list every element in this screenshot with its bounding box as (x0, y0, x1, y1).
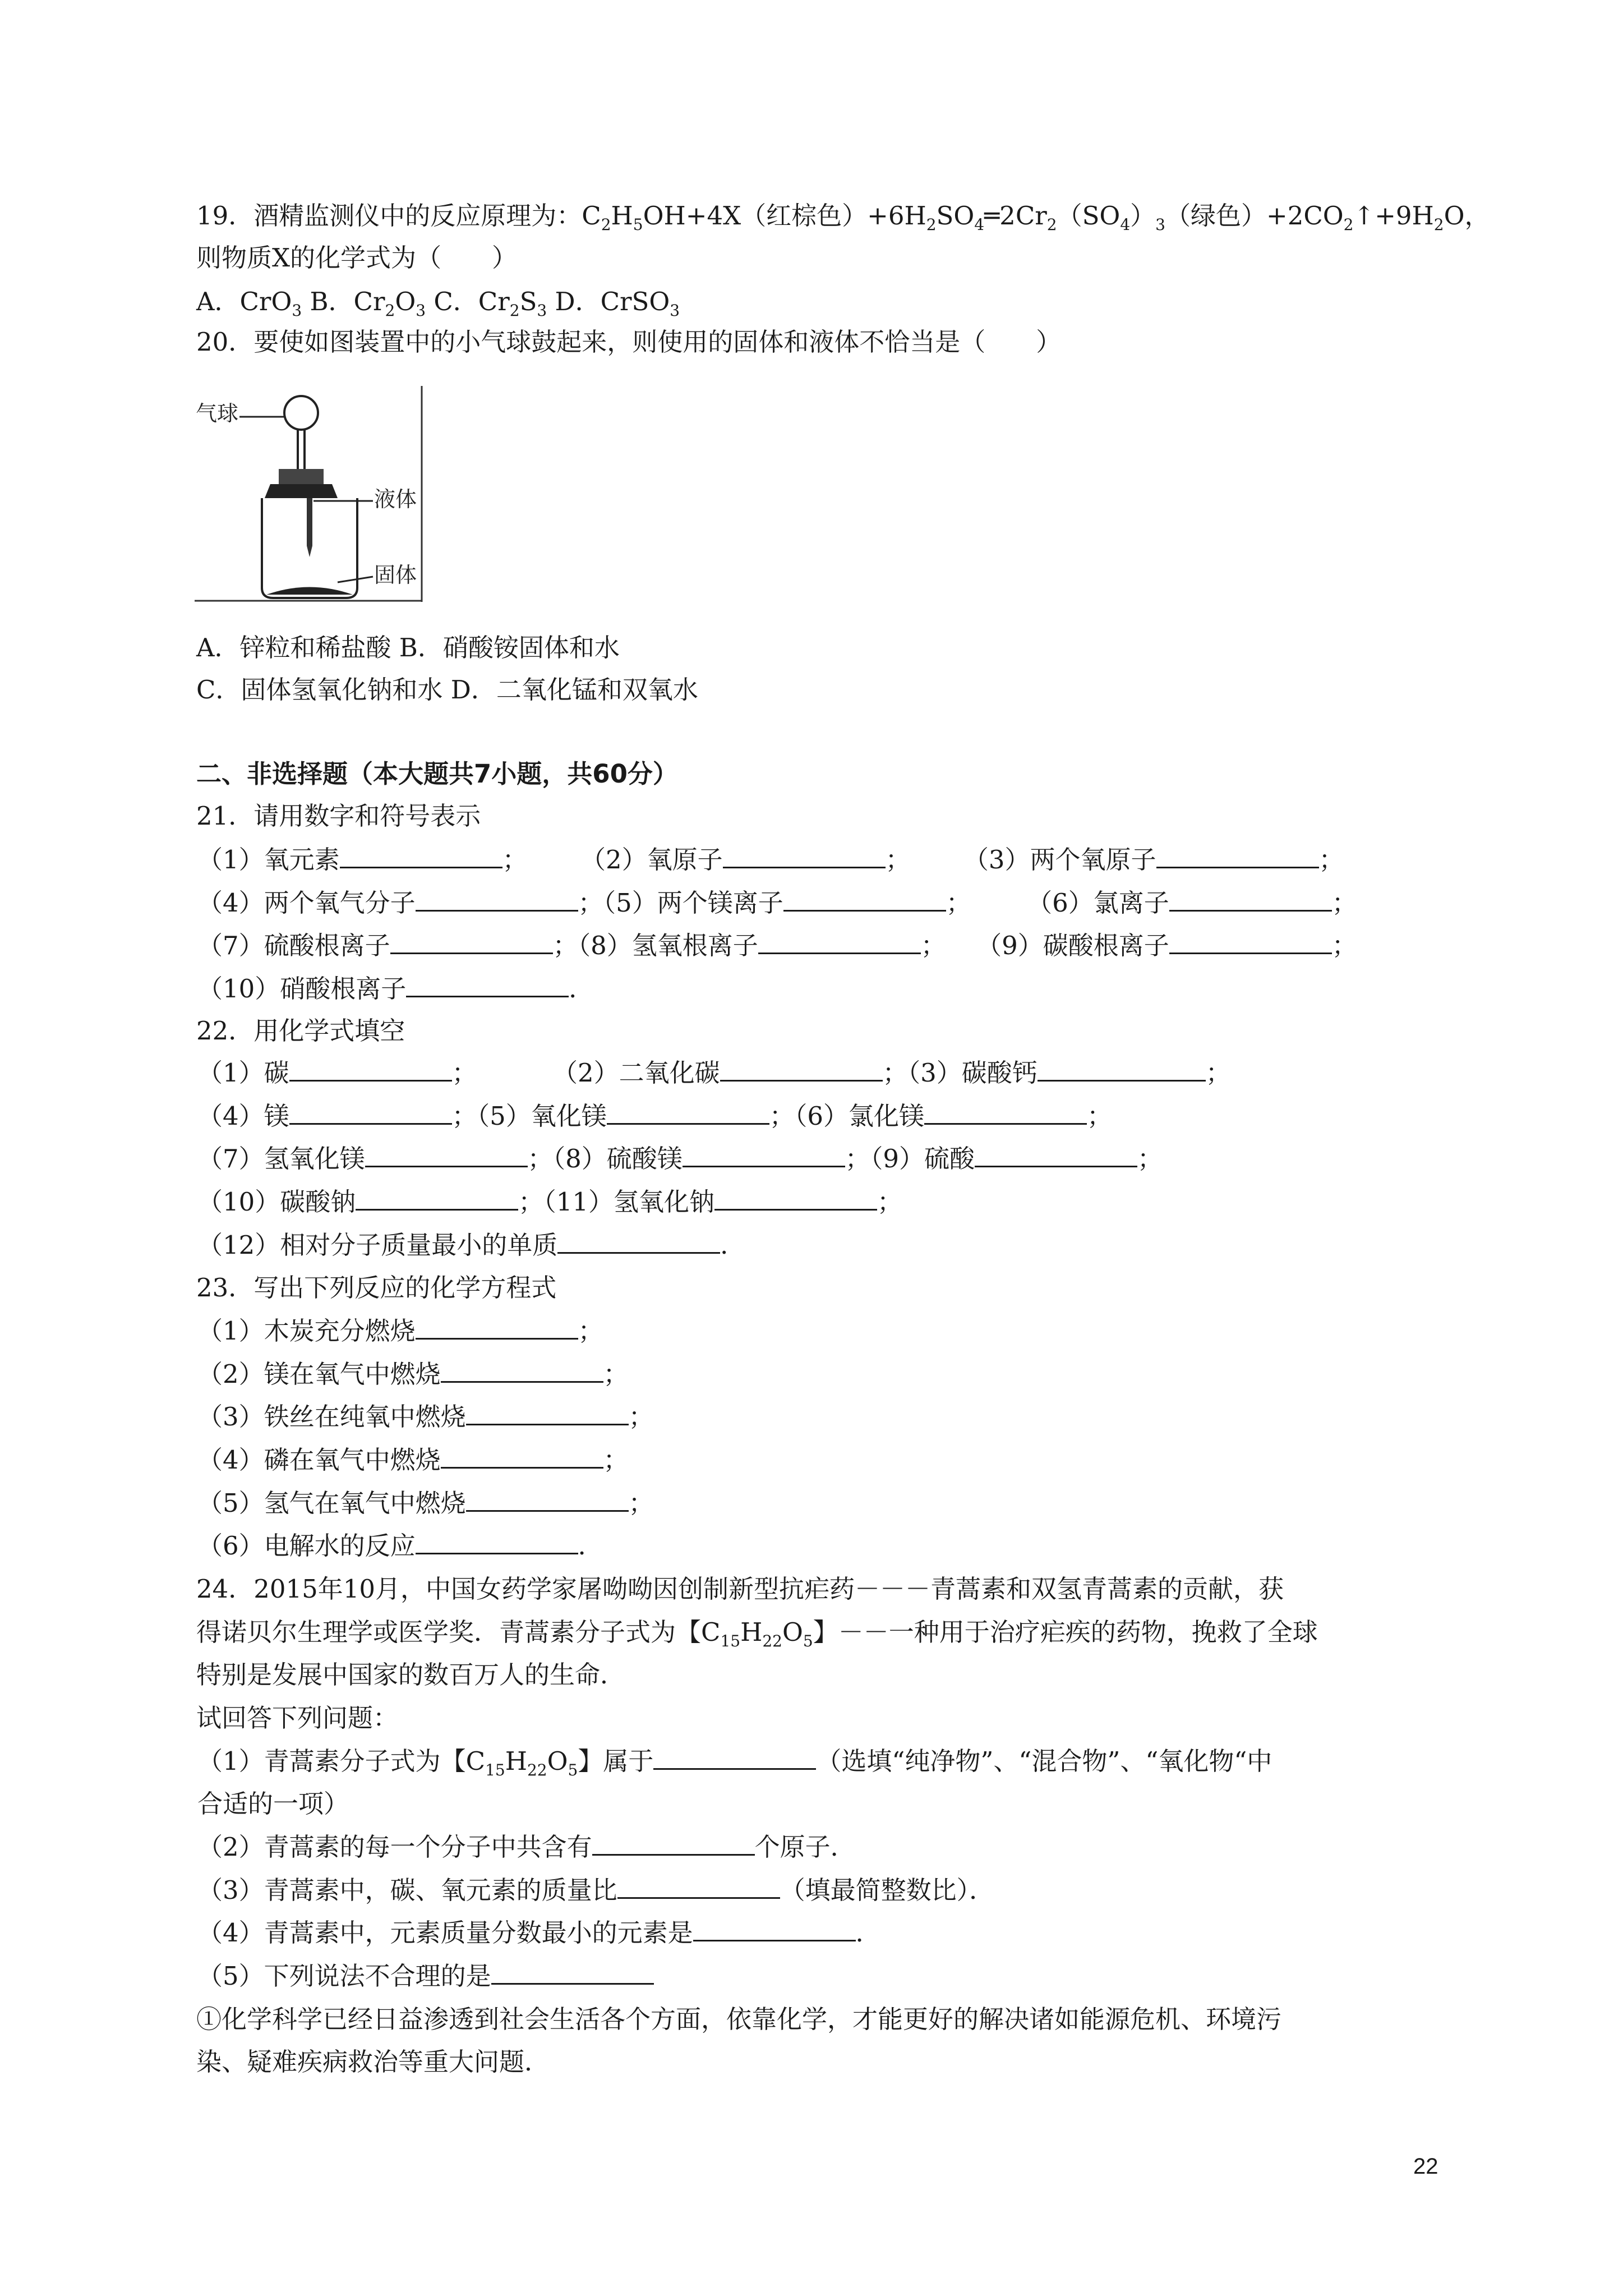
q23-item: （2）镁在氧气中燃烧 ； (197, 1359, 629, 1389)
q21-row3: （7）硫酸根离子 ；（8）氢氧根离子 ； （9）碳酸根离子 ； (197, 931, 1357, 960)
answer-blank[interactable] (783, 887, 946, 912)
q23-item: （5）氢气在氧气中燃烧 ； (197, 1488, 654, 1518)
q19-line1: 19．酒精监测仪中的反应原理为：$C_2H_5OH+4X$（红棕色）$+6H_2SO_4═2Cr_2(SO_4)_3$（绿色）$+2CO_2↑+9H_2O$， (196, 201, 1490, 234)
answer-blank[interactable] (758, 930, 921, 954)
answer-blank[interactable] (1156, 844, 1319, 868)
answer-blank[interactable] (1169, 887, 1332, 912)
q23-stem: 23．写出下列反应的化学方程式 (196, 1273, 557, 1303)
q24-line3: 特别是发展中国家的数百万人的生命． (196, 1660, 626, 1690)
q21-row1: （1）氧元素 ； （2）氧原子 ； （3）两个氧原子 ； (197, 845, 1344, 875)
q23-item: （1）木炭充分燃烧 ； (197, 1316, 603, 1346)
answer-blank[interactable] (924, 1101, 1087, 1125)
label-liquid: 液体 (374, 487, 417, 512)
q24-line2: 得诺贝尔生理学或医学奖．青蒿素分子式为【$C_{15}H_{22}O_5$】－－一种用于治疗疟疾的药物，挽救了全球 (196, 1617, 1318, 1650)
q22-row1: （1）碳 ； （2）二氧化碳 ；（3）碳酸钙 ； (197, 1058, 1231, 1088)
q20-stem: 20．要使如图装置中的小气球鼓起来，则使用的固体和液体不恰当是（ ） (196, 327, 1062, 357)
answer-blank[interactable] (607, 1101, 769, 1125)
answer-blank[interactable] (723, 844, 886, 868)
answer-blank[interactable] (365, 1143, 528, 1167)
q20-options-line1: A．锌粒和稀盐酸 B．硝酸铵固体和水 (196, 633, 620, 662)
q22-stem: 22．用化学式填空 (196, 1016, 405, 1046)
section-heading: 二、非选择题（本大题共7小题，共60分） (196, 759, 678, 789)
q24-part4: （4）青蒿素中，元素质量分数最小的元素是 ． (197, 1918, 881, 1948)
balloon-shape (284, 396, 318, 430)
answer-blank[interactable] (592, 1832, 755, 1856)
q24-part1-cont: 合适的一项） (197, 1789, 349, 1819)
q23-item: （6）电解水的反应 ． (197, 1531, 603, 1561)
answer-blank[interactable] (466, 1401, 629, 1425)
label-balloon: 气球 (196, 401, 239, 426)
q24-part2: （2）青蒿素的每一个分子中共含有 个原子． (197, 1832, 856, 1862)
answer-blank[interactable] (491, 1961, 654, 1985)
label-solid: 固体 (374, 563, 417, 587)
q24-part5: （5）下列说法不合理的是 (197, 1959, 654, 1993)
answer-blank[interactable] (466, 1488, 629, 1512)
q24-line1: 24．2015年10月，中国女药学家屠呦呦因创制新型抗疟药－－－青蒿素和双氢青蒿素的贡献，获 (196, 1574, 1284, 1604)
q22-row4: （10）碳酸钠 ；（11）氢氧化钠 ； (197, 1187, 903, 1217)
answer-blank[interactable] (289, 1101, 452, 1125)
answer-blank[interactable] (441, 1359, 603, 1383)
q21-row4: （10）硝酸根离子 ． (197, 974, 594, 1004)
q24-statement1-cont: 染、疑难疾病救治等重大问题． (196, 2047, 550, 2077)
answer-blank[interactable] (289, 1057, 452, 1082)
q22-row2: （4）镁 ；（5）氧化镁 ；（6）氯化镁 ； (197, 1101, 1112, 1131)
q19-options: A．CrO$_3$ B．$Cr_2O_3$ C．$Cr_2S_3$ D．CrSO$_3$ (196, 287, 680, 320)
answer-blank[interactable] (1169, 930, 1332, 954)
q21-row2: （4）两个氧气分子 ；（5）两个镁离子 ； （6）氯离子 ； (197, 888, 1357, 918)
answer-blank[interactable] (356, 1186, 518, 1211)
answer-blank[interactable] (557, 1230, 720, 1254)
q19-line2: 则物质X的化学式为（ ） (196, 243, 518, 273)
answer-blank[interactable] (683, 1143, 845, 1167)
answer-blank[interactable] (1038, 1057, 1206, 1082)
q23-item: （3）铁丝在纯氧中燃烧 ； (197, 1402, 654, 1432)
q24-statement1: ①化学科学已经日益渗透到社会生活各个方面，依靠化学，才能更好的解决诸如能源危机、环境污 (196, 2004, 1282, 2034)
q22-row3: （7）氢氧化镁 ；（8）硫酸镁 ；（9）硫酸 ； (197, 1144, 1163, 1174)
answer-blank[interactable] (653, 1746, 816, 1770)
page-number: 22 (1413, 2154, 1438, 2179)
q24-line4: 试回答下列问题： (196, 1703, 399, 1733)
answer-blank[interactable] (340, 844, 502, 868)
answer-blank[interactable] (416, 1530, 578, 1554)
q21-stem: 21．请用数字和符号表示 (196, 801, 481, 831)
answer-blank[interactable] (416, 1315, 578, 1340)
balloon-apparatus-figure (195, 386, 425, 602)
answer-blank[interactable] (693, 1917, 856, 1941)
answer-blank[interactable] (617, 1875, 780, 1899)
q20-options-line2: C．固体氢氧化钠和水 D．二氧化锰和双氧水 (196, 675, 698, 705)
answer-blank[interactable] (416, 887, 578, 912)
answer-blank[interactable] (720, 1057, 883, 1082)
q23-item: （4）磷在氧气中燃烧 ； (197, 1445, 629, 1475)
q24-part3: （3）青蒿素中，碳、氧元素的质量比 （填最简整数比）． (197, 1875, 995, 1905)
answer-blank[interactable] (975, 1143, 1137, 1167)
answer-blank[interactable] (714, 1186, 877, 1211)
answer-blank[interactable] (441, 1444, 603, 1469)
answer-blank[interactable] (406, 973, 569, 997)
q24-part1: （1）青蒿素分子式为【$C_{15}H_{22}O_5$】属于 （选填“纯净物”、“混合物”、“氧化物“中 (197, 1746, 1272, 1779)
q22-row5: （12）相对分子质量最小的单质 ． (197, 1230, 746, 1260)
answer-blank[interactable] (390, 930, 553, 954)
